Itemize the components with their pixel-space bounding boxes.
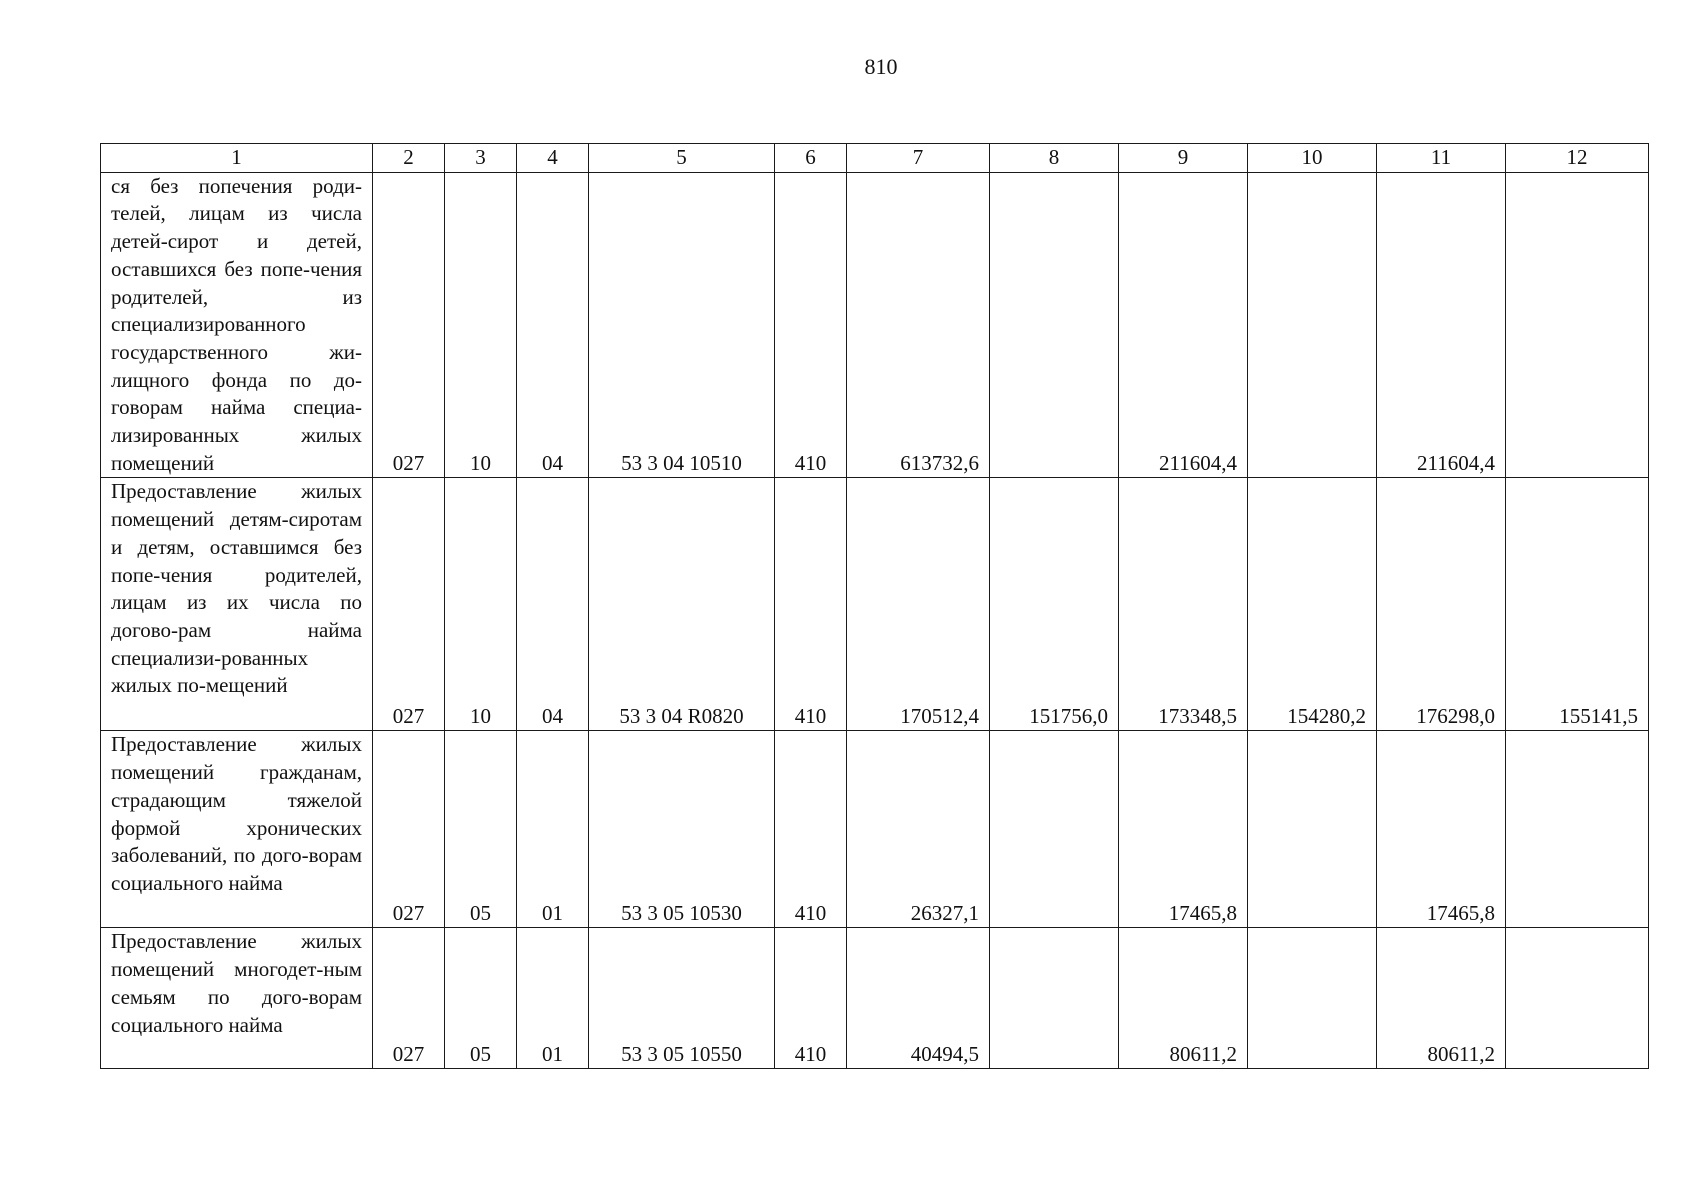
cell-amount-col8 (990, 731, 1119, 928)
cell-amount-col10 (1248, 928, 1377, 1069)
cell-amount-col12: 155141,5 (1506, 478, 1649, 731)
cell-subsection: 04 (517, 172, 589, 478)
cell-amount-col11: 211604,4 (1377, 172, 1506, 478)
cell-target-article: 53 3 05 10550 (589, 928, 775, 1069)
cell-target-article: 53 3 05 10530 (589, 731, 775, 928)
table-row (101, 731, 1649, 928)
cell-subsection: 04 (517, 478, 589, 731)
cell-amount-col7: 613732,6 (847, 172, 990, 478)
table-row (101, 478, 1649, 731)
row-description: ся без попечения роди-телей, лицам из числа детей-сирот и детей, оставшихся без попе-чения родителей, из специализированного государственного жи-лищного фонда по до-говорам найма специа-лизированных жилых помещений (101, 172, 373, 478)
cell-amount-col9: 80611,2 (1119, 928, 1248, 1069)
cell-amount-col7: 170512,4 (847, 478, 990, 731)
column-header-10: 10 (1248, 144, 1377, 173)
cell-section: 10 (445, 478, 517, 731)
cell-subsection: 01 (517, 731, 589, 928)
cell-expense-type: 410 (775, 478, 847, 731)
cell-target-article: 53 3 04 R0820 (589, 478, 775, 731)
header-row (101, 144, 1649, 173)
cell-amount-col9: 173348,5 (1119, 478, 1248, 731)
cell-subsection: 01 (517, 928, 589, 1069)
cell-amount-col9: 17465,8 (1119, 731, 1248, 928)
cell-amount-col7: 40494,5 (847, 928, 990, 1069)
cell-ministry-code: 027 (373, 478, 445, 731)
table-row (101, 172, 1649, 478)
cell-amount-col10 (1248, 172, 1377, 478)
column-header-9: 9 (1119, 144, 1248, 173)
cell-amount-col8 (990, 928, 1119, 1069)
cell-amount-col12 (1506, 928, 1649, 1069)
page-number: 810 (864, 54, 898, 79)
cell-amount-col11: 80611,2 (1377, 928, 1506, 1069)
cell-amount-col12 (1506, 731, 1649, 928)
cell-expense-type: 410 (775, 172, 847, 478)
row-description: Предоставление жилых помещений гражданам, страдающим тяжелой формой хронических заболеваний, по дого-ворам социального найма (101, 731, 373, 928)
cell-amount-col9: 211604,4 (1119, 172, 1248, 478)
cell-section: 05 (445, 731, 517, 928)
cell-section: 10 (445, 172, 517, 478)
cell-ministry-code: 027 (373, 731, 445, 928)
column-header-6: 6 (775, 144, 847, 173)
cell-section: 05 (445, 928, 517, 1069)
cell-amount-col10: 154280,2 (1248, 478, 1377, 731)
row-description: Предоставление жилых помещений детям-сиротам и детям, оставшимся без попе-чения родителей, лицам из их числа по догово-рам найма специализи-рованных жилых по-мещений (101, 478, 373, 731)
cell-amount-col7: 26327,1 (847, 731, 990, 928)
row-description: Предоставление жилых помещений многодет-ным семьям по дого-ворам социального найма (101, 928, 373, 1069)
column-header-12: 12 (1506, 144, 1649, 173)
cell-ministry-code: 027 (373, 172, 445, 478)
column-header-3: 3 (445, 144, 517, 173)
column-header-8: 8 (990, 144, 1119, 173)
cell-expense-type: 410 (775, 731, 847, 928)
cell-amount-col8: 151756,0 (990, 478, 1119, 731)
column-header-7: 7 (847, 144, 990, 173)
table-row (101, 928, 1649, 1069)
cell-target-article: 53 3 04 10510 (589, 172, 775, 478)
budget-table (100, 143, 1649, 1069)
cell-amount-col8 (990, 172, 1119, 478)
cell-amount-col11: 176298,0 (1377, 478, 1506, 731)
column-header-1: 1 (101, 144, 373, 173)
column-header-5: 5 (589, 144, 775, 173)
cell-ministry-code: 027 (373, 928, 445, 1069)
cell-amount-col12 (1506, 172, 1649, 478)
cell-amount-col11: 17465,8 (1377, 731, 1506, 928)
column-header-4: 4 (517, 144, 589, 173)
cell-expense-type: 410 (775, 928, 847, 1069)
cell-amount-col10 (1248, 731, 1377, 928)
column-header-11: 11 (1377, 144, 1506, 173)
column-header-2: 2 (373, 144, 445, 173)
